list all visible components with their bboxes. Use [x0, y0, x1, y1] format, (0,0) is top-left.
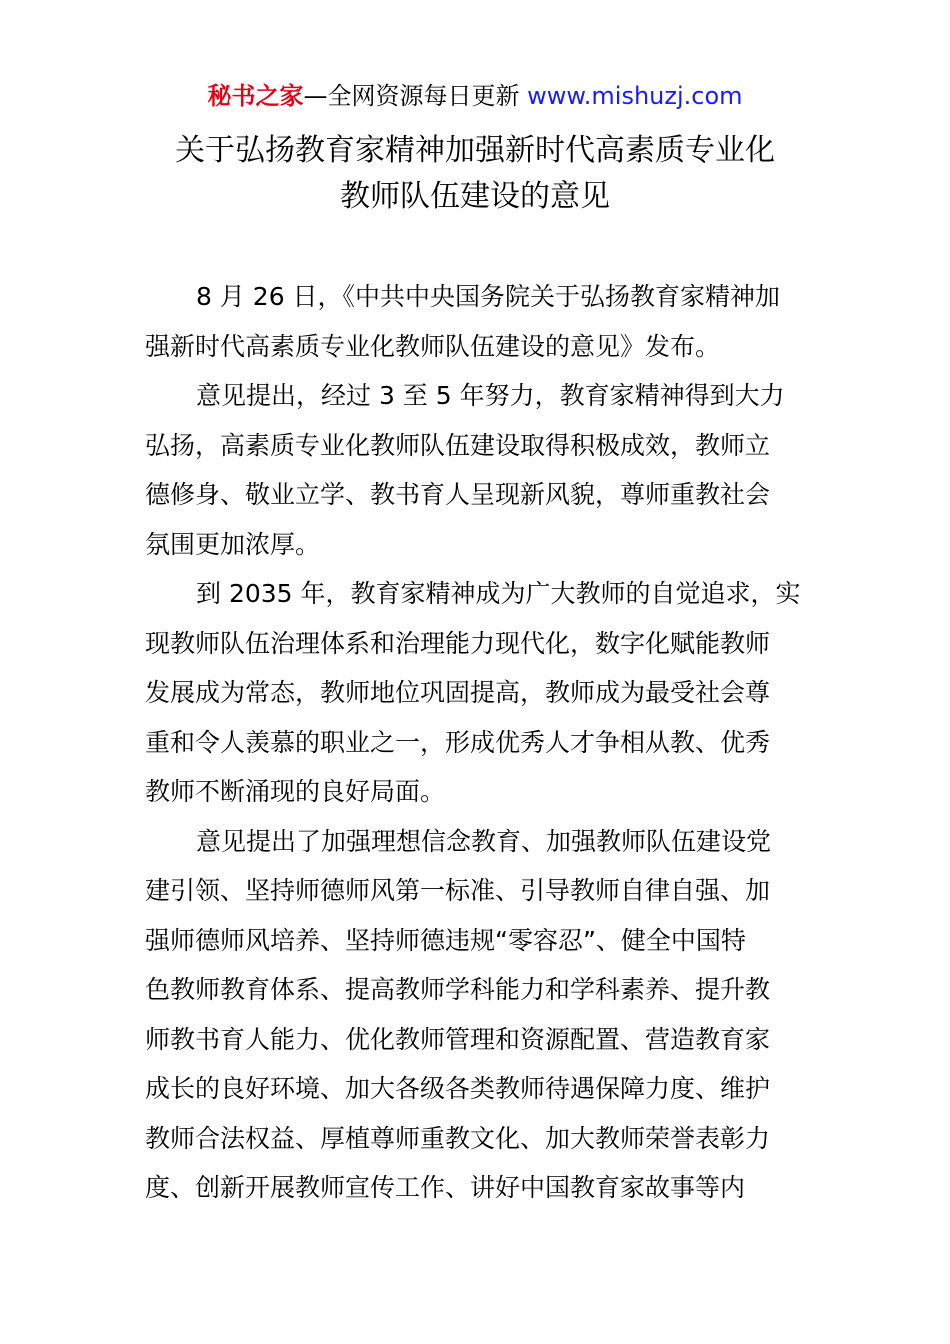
title-line-1: 关于弘扬教育家精神加强新时代高素质专业化: [175, 133, 775, 168]
paragraph-line: 到 2035 年，教育家精神成为广大教师的自觉追求，实: [196, 579, 801, 608]
paragraph-2: [145, 371, 809, 569]
paragraph-line: 强新时代高素质专业化教师队伍建设的意见》发布。: [145, 331, 721, 361]
paragraph-line: 德修身、敬业立学、教书育人呈现新风貌，尊师重教社会: [145, 480, 771, 509]
paragraph-line: 重和令人羡慕的职业之一，形成优秀人才争相从教、优秀: [145, 727, 771, 757]
paragraph-line: 氛围更加浓厚。: [145, 529, 321, 559]
paragraph-line: 现教师队伍治理体系和治理能力现代化，数字化赋能教师: [145, 628, 771, 658]
paragraph-line: 弘扬，高素质专业化教师队伍建设取得积极成效，教师立: [145, 430, 771, 460]
paragraph-line: 师教书育人能力、优化教师管理和资源配置、营造教育家: [145, 1024, 771, 1054]
paragraph-1: [145, 272, 809, 371]
title-line-2: 教师队伍建设的意见: [340, 179, 610, 214]
paragraph-line: 成长的良好环境、加大各级各类教师待遇保障力度、维护: [145, 1074, 771, 1103]
paragraph-line: 意见提出，经过 3 至 5 年努力，教育家精神得到大力: [196, 381, 785, 410]
paragraph-line: 强师德师风培养、坚持师德违规“零容忍”、健全中国特: [145, 925, 746, 955]
paragraph-4: [145, 817, 809, 1213]
site-url-link[interactable]: www.mishuzj.com: [527, 82, 743, 110]
paragraph-line: 建引领、坚持师德师风第一标准、引导教师自律自强、加: [145, 876, 771, 905]
paragraph-line: 教师合法权益、厚植尊师重教文化、加大教师荣誉表彰力: [145, 1123, 771, 1153]
document-title: [0, 128, 950, 220]
paragraph-line: 8 月 26 日，《中共中央国务院关于弘扬教育家精神加: [196, 282, 781, 311]
paragraph-3: [145, 569, 809, 817]
paragraph-line: 发展成为常态，教师地位巩固提高，教师成为最受社会尊: [145, 678, 771, 707]
site-brand: 秘书之家: [207, 82, 304, 110]
paragraph-line: 色教师教育体系、提高教师学科能力和学科素养、提升教: [145, 975, 771, 1004]
paragraph-line: 教师不断涌现的良好局面。: [145, 777, 446, 806]
site-tagline: —全网资源每日更新: [303, 82, 528, 110]
paragraph-line: 度、创新开展教师宣传工作、讲好中国教育家故事等内: [145, 1173, 746, 1202]
site-header: [0, 80, 950, 112]
paragraph-line: 意见提出了加强理想信念教育、加强教师队伍建设党: [196, 826, 772, 856]
document-body: [145, 272, 809, 1213]
